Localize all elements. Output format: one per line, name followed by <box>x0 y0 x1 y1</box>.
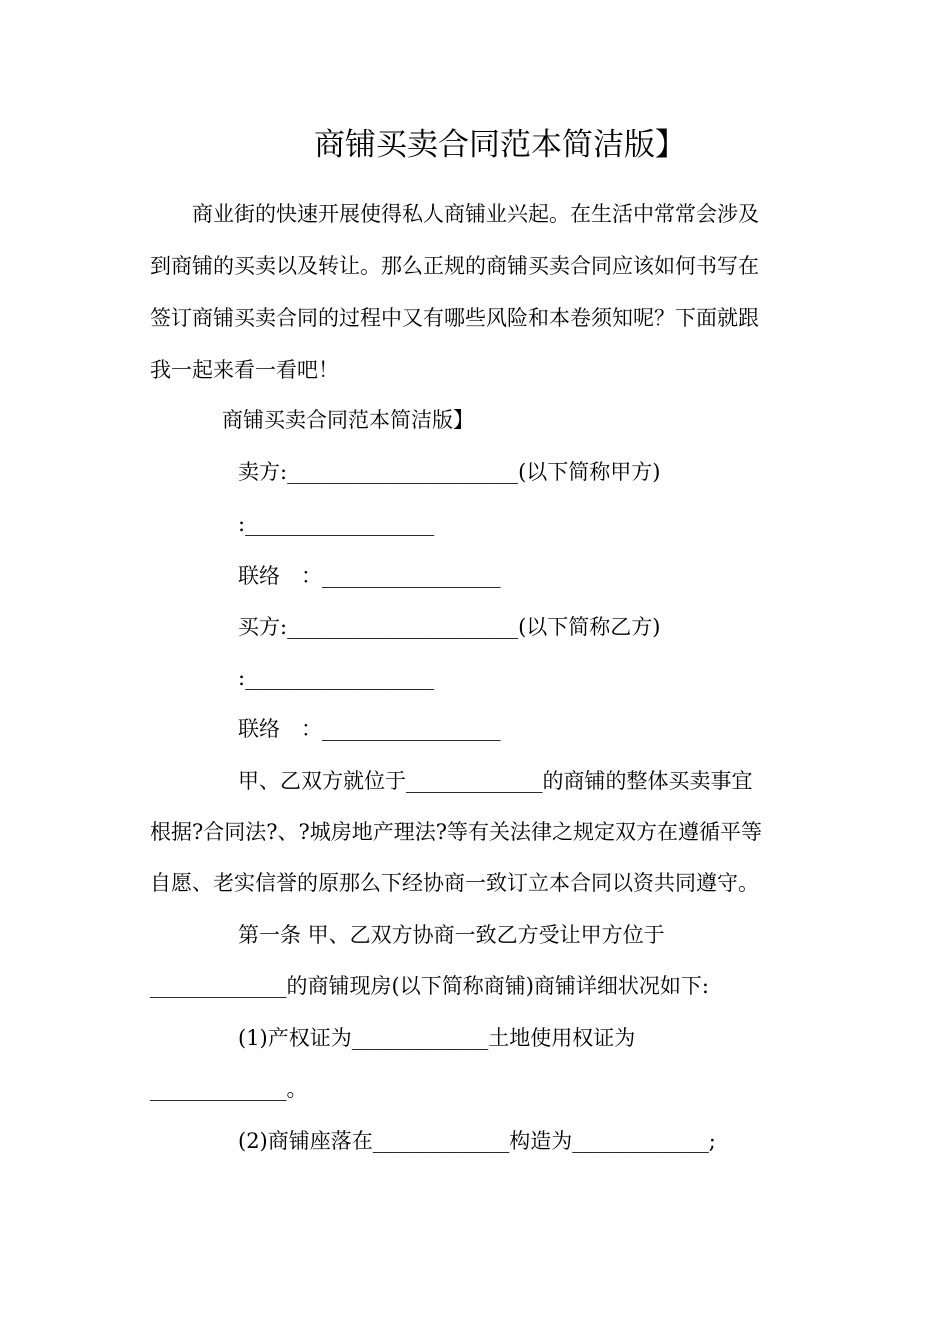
intro-line-1: 商业街的快速开展使得私人商铺业兴起。在生活中常常会涉及 <box>192 202 759 226</box>
document-title: 商铺买卖合同范本简洁版】 <box>314 127 686 163</box>
clause-1-line-1: (1)产权证为_____________土地使用权证为 <box>238 1026 636 1050</box>
preamble-line-3: 自愿、老实信誉的原那么下经协商一致订立本合同以资共同遵守。 <box>150 871 759 895</box>
intro-line-3: 签订商铺买卖合同的过程中又有哪些风险和本卷须知呢？下面就跟 <box>150 306 759 330</box>
buyer-contact-field: 联络 ：_________________ <box>238 717 501 741</box>
intro-line-2: 到商铺的买卖以及转让。那么正规的商铺买卖合同应该如何书写在 <box>150 254 759 278</box>
intro-line-4: 我一起来看一看吧！ <box>150 358 339 382</box>
seller-extra-field: :__________________ <box>238 512 435 536</box>
contract-subtitle: 商铺买卖合同范本简洁版】 <box>222 408 474 432</box>
preamble-line-2: 根据?合同法?、?城房地产理法?等有关法律之规定双方在遵循平等 <box>150 820 763 844</box>
buyer-extra-field: :__________________ <box>238 666 435 690</box>
clause-2-line: (2)商铺座落在_____________构造为_____________; <box>238 1129 716 1153</box>
buyer-field: 买方:______________________(以下简称乙方) <box>238 615 661 639</box>
article-1-line-2: _____________的商铺现房(以下简称商铺)商铺详细状况如下: <box>150 974 709 998</box>
article-1-line-1: 第一条 甲、乙双方协商一致乙方受让甲方位于 <box>238 923 665 947</box>
clause-1-line-2: _____________。 <box>150 1077 308 1101</box>
preamble-line-1: 甲、乙双方就位于_____________的商铺的整体买卖事宜 <box>238 769 753 793</box>
seller-field: 卖方:______________________(以下简称甲方) <box>238 460 661 484</box>
seller-contact-field: 联络 ：_________________ <box>238 564 501 588</box>
